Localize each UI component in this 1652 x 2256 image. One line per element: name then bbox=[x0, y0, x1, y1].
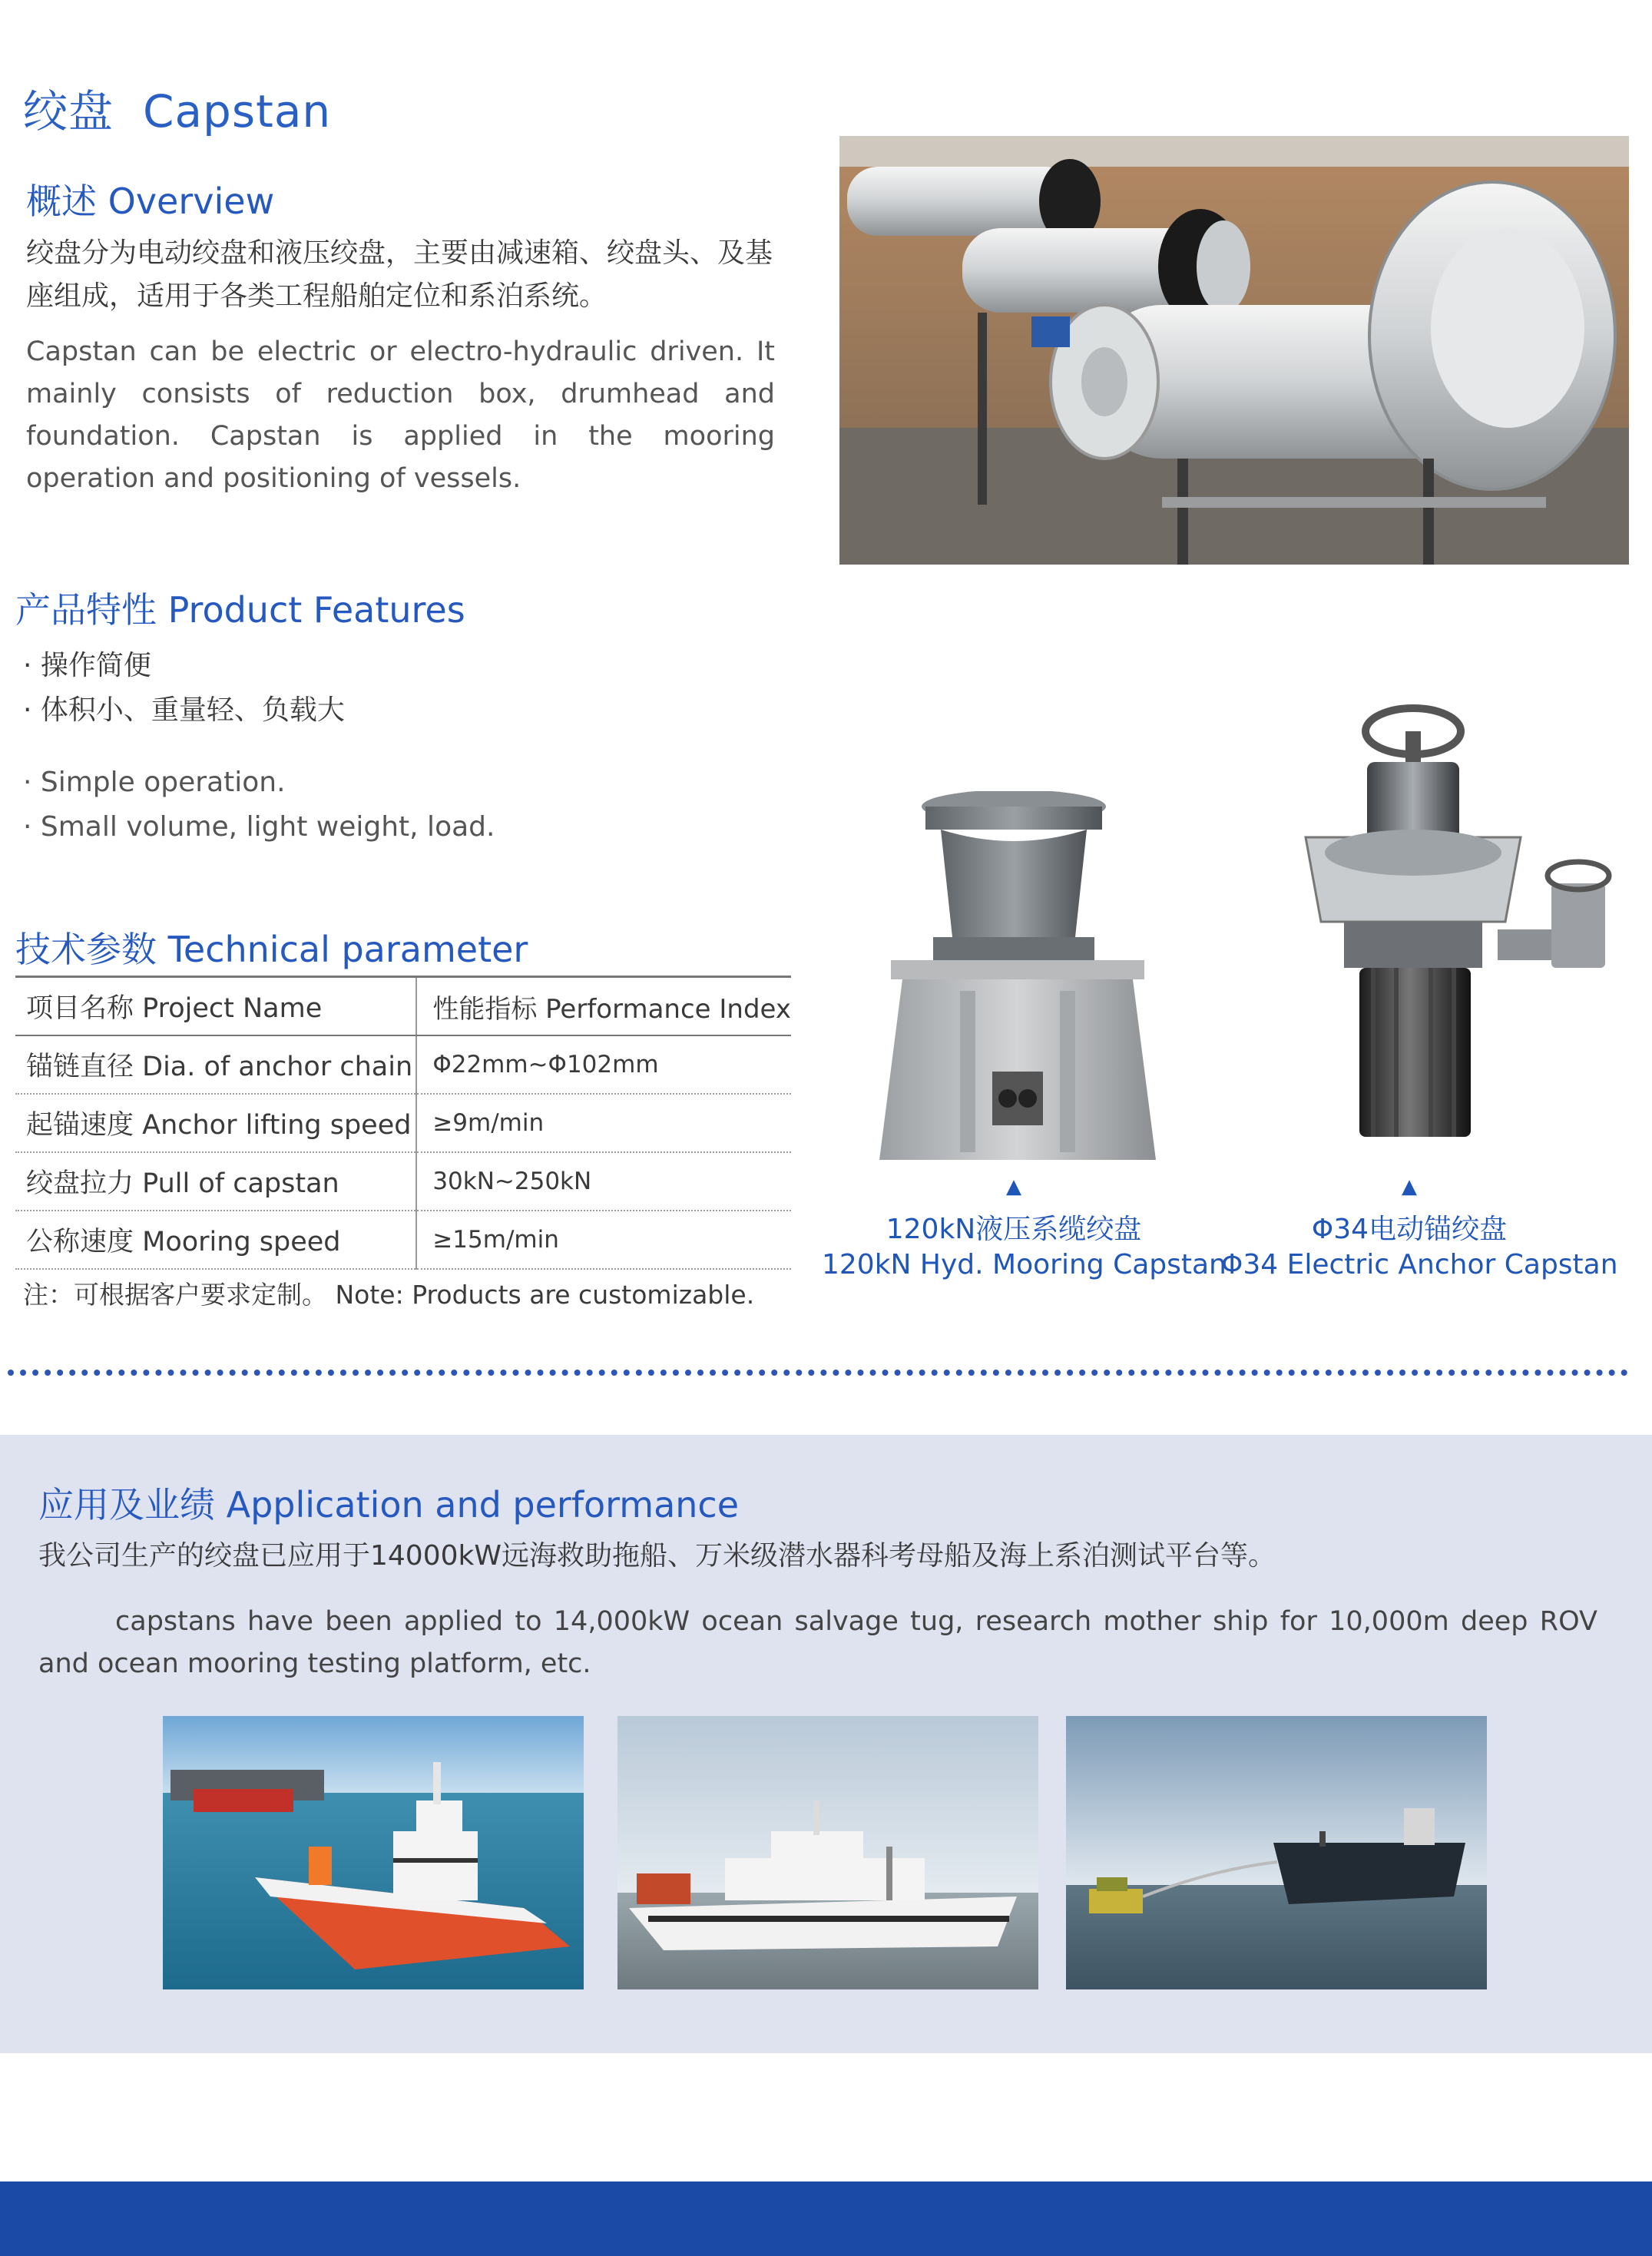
table-row bbox=[15, 1211, 791, 1269]
product-caption-en: 120kN Hyd. Mooring Capstan bbox=[822, 1249, 1227, 1280]
application-heading: 应用及业绩 Application and performance bbox=[38, 1484, 740, 1526]
product-caption-en: Φ34 Electric Anchor Capstan bbox=[1221, 1249, 1618, 1280]
overview-heading: 概述 Overview bbox=[26, 181, 275, 222]
page-title-cn: 绞盘 bbox=[23, 85, 114, 137]
table-cell: 公称速度 Mooring speed bbox=[15, 1211, 416, 1269]
table-cell: ≥15m/min bbox=[416, 1211, 791, 1269]
hydraulic-capstan-illustration bbox=[868, 791, 1175, 1168]
customization-note: 注：可根据客户要求定制。 Note: Products are customizable. bbox=[23, 1280, 755, 1310]
product-caption-cn: Φ34电动锚绞盘 bbox=[1311, 1214, 1508, 1245]
feature-item-cn: · 体积小、重量轻、负载大 bbox=[23, 694, 345, 726]
features-heading: 产品特性 Product Features bbox=[15, 589, 465, 631]
overview-text-cn: 绞盘分为电动绞盘和液压绞盘，主要由减速箱、绞盘头、及基座组成，适用于各类工程船舶定位和系泊系统。 bbox=[26, 237, 773, 312]
overview-text-en: Capstan can be electric or electro-hydraulic driven. It mainly consists of reduction box, drumhead and foundation. Capstan is applied in the mooring operation and positioning of vessels. bbox=[26, 336, 775, 494]
table-cell: ≥9m/min bbox=[416, 1094, 791, 1152]
table-header-row bbox=[15, 977, 791, 1036]
page-title-en: Capstan bbox=[143, 85, 332, 137]
table-cell: 锚链直径 Dia. of anchor chain bbox=[15, 1035, 416, 1094]
table-cell: 绞盘拉力 Pull of capstan bbox=[15, 1152, 416, 1211]
section-divider bbox=[8, 1370, 1628, 1376]
feature-item-en: · Simple operation. bbox=[23, 767, 286, 798]
application-text-en: capstans have been applied to 14,000kW ocean salvage tug, research mother ship for 10,000m deep ROV and ocean mooring testing platform, etc. bbox=[38, 1606, 1597, 1679]
table-header-cell: 性能指标 Performance Index bbox=[416, 977, 791, 1036]
capstan-workshop-photo bbox=[839, 136, 1629, 565]
feature-item-en: · Small volume, light weight, load. bbox=[23, 811, 495, 843]
feature-item-cn: · 操作简便 bbox=[23, 650, 151, 681]
technical-table bbox=[15, 976, 791, 1270]
table-row bbox=[15, 1035, 791, 1094]
research-ship-photo bbox=[617, 1716, 1038, 1989]
salvage-tug-photo bbox=[163, 1716, 584, 1989]
table-cell: 起锚速度 Anchor lifting speed bbox=[15, 1094, 416, 1152]
table-header-cell: 项目名称 Project Name bbox=[15, 977, 416, 1036]
footer-bar bbox=[0, 2181, 1652, 2256]
product-caption-cn: 120kN液压系缆绞盘 bbox=[886, 1214, 1142, 1245]
page-title bbox=[23, 75, 331, 140]
electric-capstan-illustration bbox=[1298, 699, 1636, 1160]
table-cell: Φ22mm~Φ102mm bbox=[416, 1035, 791, 1094]
caption-marker: ▲ bbox=[1006, 1175, 1021, 1198]
table-row bbox=[15, 1094, 791, 1152]
technical-heading: 技术参数 Technical parameter bbox=[15, 929, 528, 970]
caption-marker: ▲ bbox=[1402, 1175, 1417, 1198]
table-row bbox=[15, 1152, 791, 1211]
application-text-cn: 我公司生产的绞盘已应用于14000kW远海救助拖船、万米级潜水器科考母船及海上系泊测试平台等。 bbox=[38, 1540, 1276, 1572]
table-cell: 30kN~250kN bbox=[416, 1152, 791, 1211]
mooring-platform-photo bbox=[1066, 1716, 1487, 1989]
